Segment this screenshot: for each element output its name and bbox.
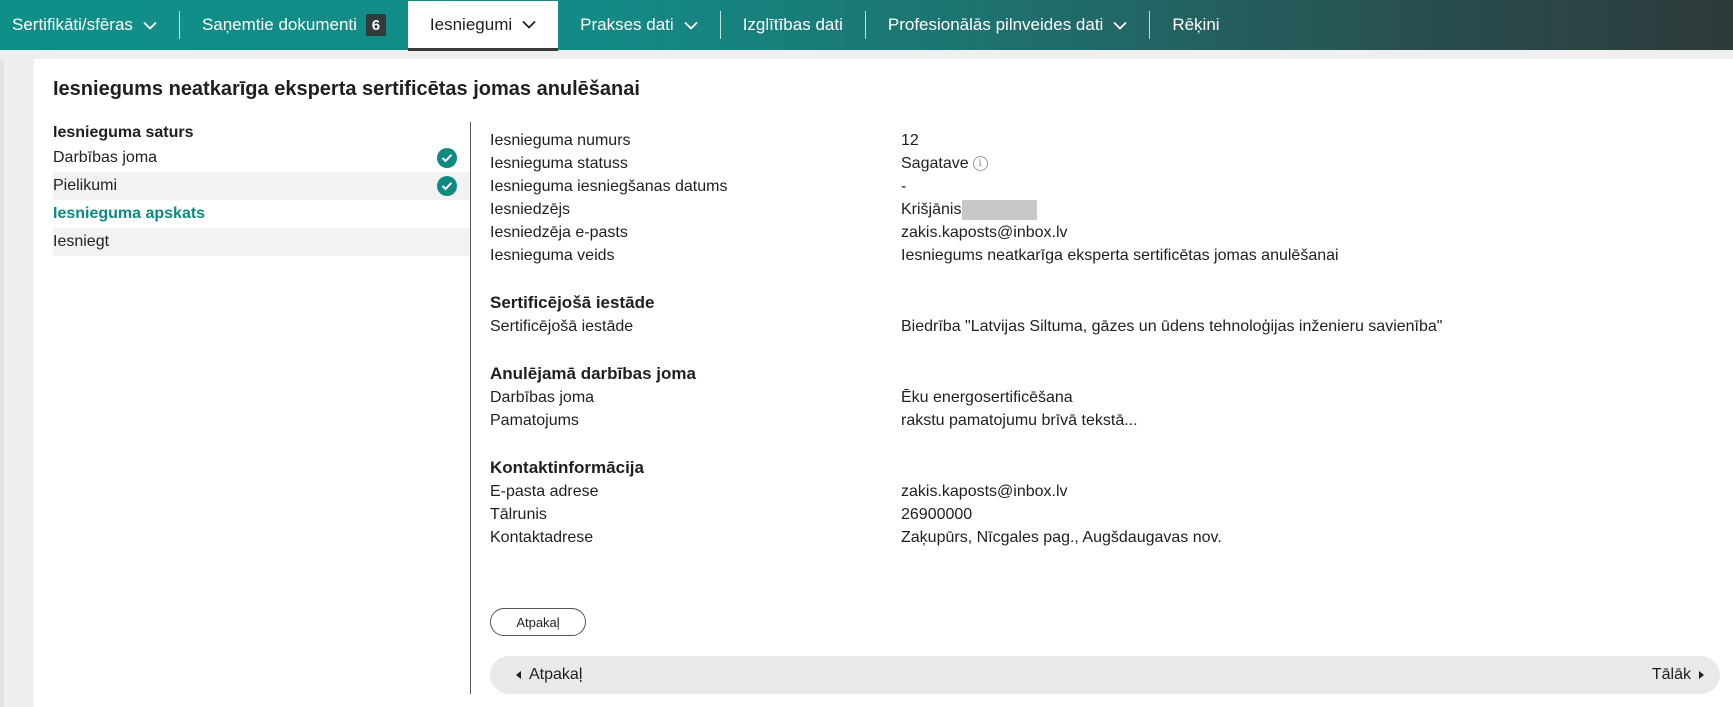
- sidebar-item-label: Darbības joma: [53, 149, 158, 166]
- nav-item-invoices[interactable]: [1150, 0, 1241, 50]
- spacer: [490, 432, 1710, 456]
- application-number: 12: [901, 132, 919, 149]
- check-circle-icon: [437, 176, 457, 196]
- detail-key: Iesniedzējs: [490, 201, 571, 218]
- detail-row-status: [490, 152, 1710, 175]
- redacted-surname: [962, 200, 1037, 220]
- application-card: [34, 59, 1733, 707]
- left-edge-strip: [0, 59, 4, 707]
- detail-row-applicant: [490, 198, 1710, 221]
- submission-date-value: -: [901, 178, 907, 195]
- sidebar-item-label: Iesnieguma apskats: [53, 205, 206, 222]
- back-button[interactable]: Atpakaļ: [490, 608, 586, 636]
- nav-label: Iesniegumi: [429, 14, 513, 34]
- detail-value: [901, 244, 1710, 267]
- detail-row-number: [490, 129, 1710, 152]
- detail-row-applicant-email: [490, 221, 1710, 244]
- chevron-down-icon: [1113, 21, 1127, 30]
- detail-key: Iesnieguma iesniegšanas datums: [490, 178, 728, 195]
- detail-value: [901, 221, 1710, 244]
- detail-key: Iesniedzēja e-pasts: [490, 224, 628, 241]
- previous-label: Atpakaļ: [529, 666, 583, 683]
- detail-value: [901, 503, 1710, 526]
- nav-label: Izglītības dati: [742, 15, 843, 34]
- scope-value: Ēku energosertificēšana: [901, 389, 1073, 406]
- detail-row-phone: [490, 503, 1710, 526]
- sidebar-item-submit[interactable]: [53, 228, 471, 256]
- detail-row-type: [490, 244, 1710, 267]
- detail-key: Sertificējošā iestāde: [490, 318, 634, 335]
- detail-value: [901, 152, 1710, 175]
- detail-row-scope: [490, 386, 1710, 409]
- address-value: Zaķupūrs, Nīcgales pag., Augšdaugavas nov.: [901, 529, 1222, 546]
- active-tab-indicator: [408, 48, 558, 51]
- sidebar-heading: Iesnieguma saturs: [53, 124, 194, 141]
- detail-key: Iesnieguma veids: [490, 247, 615, 264]
- application-type: Iesniegums neatkarīga eksperta sertificētas jomas anulēšanai: [901, 247, 1339, 264]
- top-navigation: [0, 0, 1733, 50]
- nav-item-education-data[interactable]: [721, 0, 865, 50]
- applicant-email: zakis.kaposts@inbox.lv: [901, 224, 1068, 241]
- count-badge: 6: [366, 14, 386, 36]
- nav-item-certificates[interactable]: [0, 0, 179, 50]
- page-title: Iesniegums neatkarīga eksperta sertificētas jomas anulēšanai: [53, 78, 640, 100]
- chevron-down-icon: [684, 21, 698, 30]
- detail-row-justification: [490, 409, 1710, 432]
- spacer: [490, 267, 1710, 291]
- nav-label: Profesionālās pilnveides dati: [887, 15, 1104, 34]
- section-title-certifying-body: Sertificējošā iestāde: [490, 293, 655, 312]
- detail-value: [901, 129, 1710, 152]
- section-title-scope: Anulējamā darbības joma: [490, 364, 696, 383]
- nav-label: Rēķini: [1172, 15, 1220, 34]
- nav-item-received-documents[interactable]: [180, 0, 408, 50]
- sidebar-item-attachments[interactable]: [53, 172, 471, 200]
- application-review-content: [490, 129, 1710, 549]
- detail-value: [901, 386, 1710, 409]
- application-steps-sidebar: [53, 122, 471, 256]
- check-circle-icon: [437, 148, 457, 168]
- detail-value: [901, 175, 1710, 198]
- nav-item-applications[interactable]: [408, 1, 558, 48]
- triangle-left-icon: [516, 671, 521, 679]
- applicant-name: Krišjānis: [901, 201, 962, 218]
- detail-value: [901, 198, 1710, 221]
- details-list: [490, 129, 1710, 267]
- sidebar-item-label: Iesniegt: [53, 233, 110, 250]
- section-title-contact: Kontaktinformācija: [490, 458, 644, 477]
- nav-label: Sertifikāti/sfēras: [12, 15, 133, 34]
- certifying-body-value: Biedrība "Latvijas Siltuma, gāzes un ūdens tehnoloģijas inženieru savienība": [901, 318, 1443, 335]
- next-label: Tālāk: [1651, 666, 1691, 683]
- sidebar-item-label: Pielikumi: [53, 177, 118, 194]
- detail-key: Iesnieguma statuss: [490, 155, 628, 172]
- detail-value: [901, 315, 1710, 338]
- detail-key: Iesnieguma numurs: [490, 132, 631, 149]
- vertical-divider: [470, 122, 471, 694]
- detail-key: Kontaktadrese: [490, 529, 594, 546]
- triangle-right-icon: [1699, 671, 1704, 679]
- chevron-down-icon: [522, 20, 536, 29]
- phone-value: 26900000: [901, 506, 973, 523]
- sidebar-item-review[interactable]: [53, 200, 471, 228]
- nav-label: Saņemtie dokumenti: [201, 15, 357, 34]
- detail-value: [901, 409, 1710, 432]
- info-icon[interactable]: i: [973, 156, 988, 171]
- contact-email-value: zakis.kaposts@inbox.lv: [901, 483, 1068, 500]
- next-step-button[interactable]: [1652, 666, 1704, 684]
- sidebar-item-scope[interactable]: [53, 144, 471, 172]
- chevron-down-icon: [143, 21, 157, 30]
- spacer: [490, 338, 1710, 362]
- detail-value: [901, 480, 1710, 503]
- detail-row-email: [490, 480, 1710, 503]
- detail-key: Tālrunis: [490, 506, 547, 523]
- detail-key: Pamatojums: [490, 412, 579, 429]
- detail-row-certifying-body: [490, 315, 1710, 338]
- justification-value: rakstu pamatojumu brīvā tekstā...: [901, 412, 1138, 429]
- detail-value: [901, 526, 1710, 549]
- nav-label: Prakses dati: [580, 15, 674, 34]
- step-pager: [490, 656, 1720, 694]
- detail-key: E-pasta adrese: [490, 483, 599, 500]
- nav-item-professional-development[interactable]: [866, 0, 1149, 50]
- nav-item-practice-data[interactable]: [558, 0, 720, 50]
- status-value: Sagatave: [901, 155, 969, 172]
- detail-row-address: [490, 526, 1710, 549]
- detail-row-submission-date: [490, 175, 1710, 198]
- previous-step-button[interactable]: [516, 666, 582, 684]
- detail-key: Darbības joma: [490, 389, 595, 406]
